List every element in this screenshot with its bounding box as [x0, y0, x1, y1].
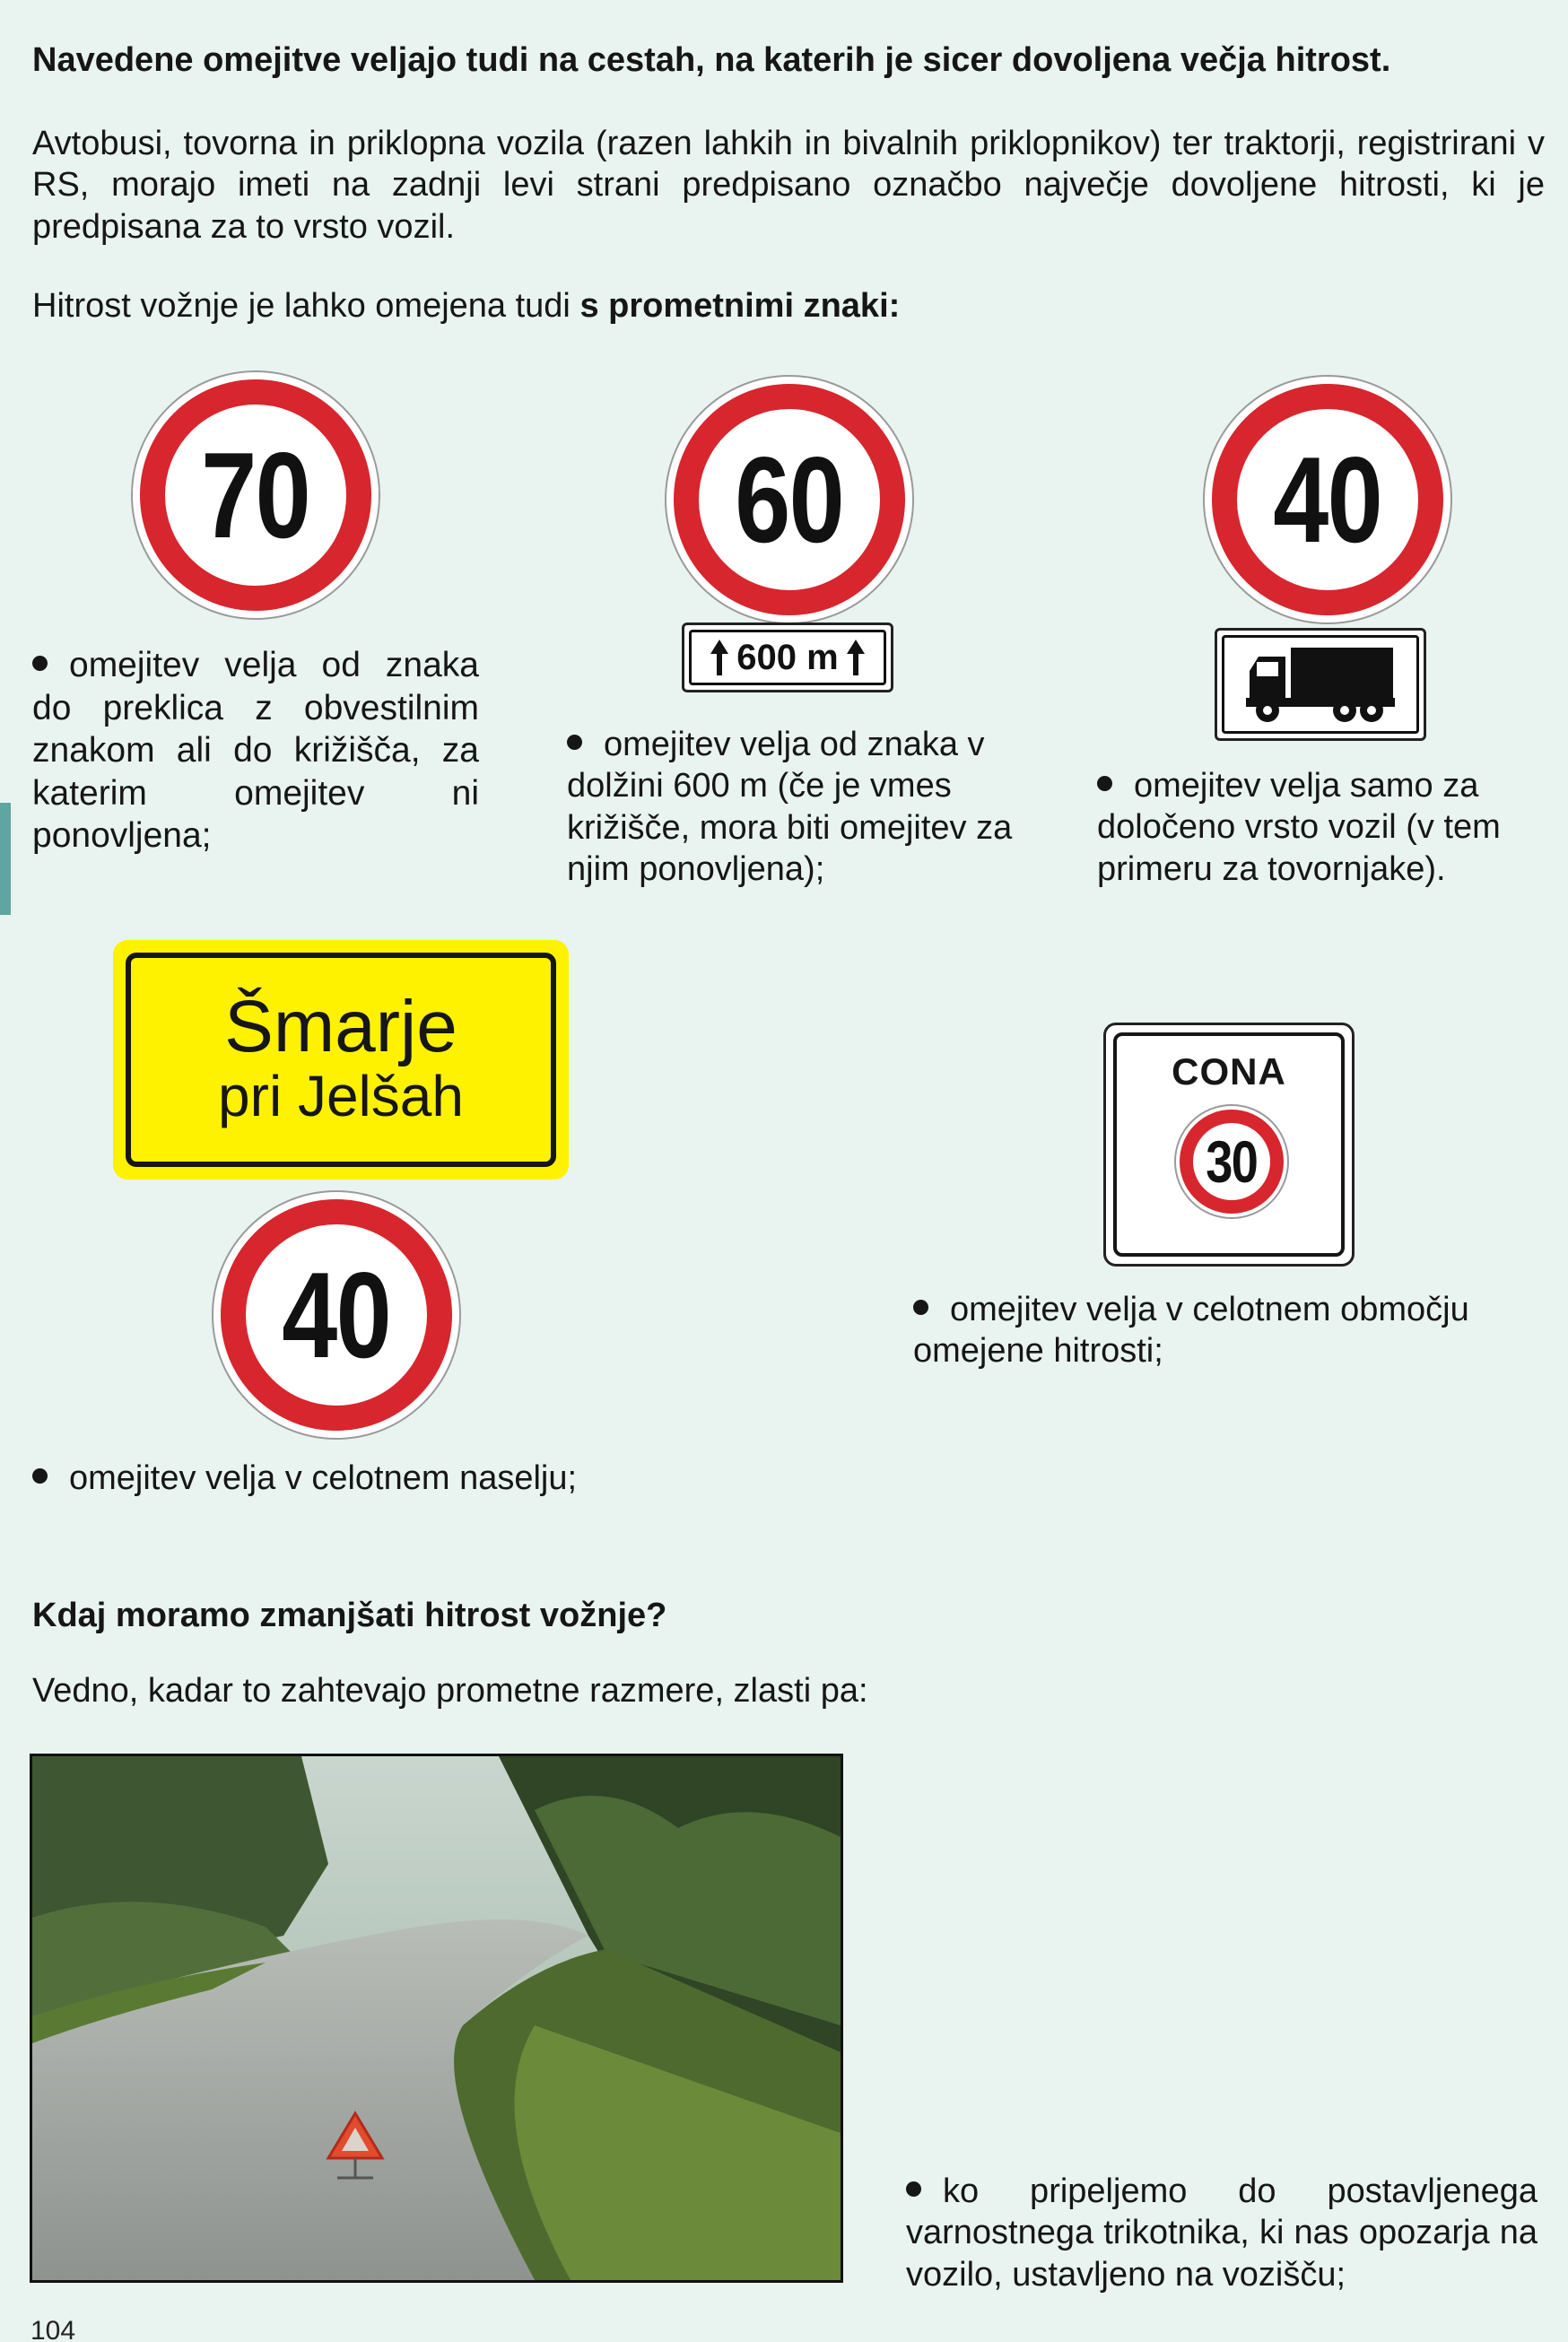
plate-content	[710, 638, 865, 678]
town-caption	[32, 1458, 750, 1499]
town-sign-border	[126, 953, 556, 1167]
signs-lead	[32, 285, 1109, 326]
distance-plate-600m	[682, 623, 893, 692]
photo-caption-text: ko pripeljemo do postavljenega varnostnega trikotnika, ki nas opozarja na vozilo, ustavljeno na vozišču;	[906, 2172, 1538, 2294]
sign-70-value: 70	[201, 427, 310, 563]
sign-60-caption-text: omejitev velja od znaka v dolžini 600 m (če je vmes križišče, mora biti omejitev za njim ponovljena);	[567, 726, 1013, 889]
sign-60-caption	[567, 724, 1033, 890]
bullet-icon	[32, 656, 48, 671]
speed-limit-40-town-sign	[212, 1190, 461, 1440]
zone-caption-text: omejitev velja v celotnem območju omejene hitrosti;	[913, 1291, 1469, 1371]
road-photo-illustration	[32, 1756, 841, 2280]
bullet-icon	[913, 1300, 928, 1315]
sign-70-caption	[32, 644, 479, 858]
page-number: 104	[30, 2316, 76, 2342]
sign-40-truck-caption	[1097, 765, 1544, 890]
speed-zone-sign	[1103, 1023, 1355, 1267]
signs-lead-bold: s prometnimi znaki:	[579, 287, 901, 325]
sign-red-ring	[674, 384, 905, 615]
zone-label: CONA	[1172, 1050, 1286, 1093]
sign-red-ring	[221, 1199, 452, 1431]
zone-caption	[913, 1289, 1541, 1372]
signs-lead-text: Hitrost vožnje je lahko omejena tudi	[32, 287, 580, 325]
section-heading: Kdaj moramo zmanjšati hitrost vožnje?	[32, 1597, 667, 1634]
arrow-up-icon	[710, 638, 729, 677]
intro-heading: Navedene omejitve veljajo tudi na cestah, na katerih je sicer dovoljena večja hitrost.	[32, 41, 1391, 79]
sign-red-ring	[1212, 384, 1443, 615]
sign-40-town-value: 40	[282, 1247, 391, 1383]
sign-red-ring	[1180, 1110, 1285, 1215]
sign-70-caption-text: omejitev velja od znaka do preklica z obvestilnim znakom ali do križišča, za katerim omejitev ni ponovljena;	[32, 646, 479, 856]
plate-distance-text: 600 m	[736, 637, 839, 677]
photo-caption	[906, 2171, 1538, 2295]
sign-60-value: 60	[735, 431, 844, 568]
sign-40-truck-caption-text: omejitev velja samo za določeno vrsto vozil (v tem primeru za tovornjake).	[1097, 767, 1501, 888]
town-name-line2: pri Jelšah	[218, 1063, 464, 1128]
arrow-up-icon	[846, 638, 866, 677]
speed-limit-30-sign	[1174, 1104, 1289, 1219]
sign-40-value: 40	[1273, 431, 1382, 568]
road-warning-triangle-photo	[30, 1754, 843, 2283]
town-name-sign	[113, 940, 569, 1180]
bullet-icon	[906, 2181, 921, 2197]
vehicle-type-plate	[1215, 628, 1426, 741]
bullet-icon	[1097, 776, 1112, 791]
sign-red-ring	[140, 379, 371, 611]
bullet-icon	[567, 735, 582, 750]
town-name-line1: Šmarje	[224, 985, 457, 1067]
sign-30-value: 30	[1206, 1128, 1258, 1195]
intro-paragraph: Avtobusi, tovorna in priklopna vozila (razen lahkih in bivalnih priklopnikov) ter traktorji, registrirani v RS, morajo imeti na zadnji levi strani predpisano označbo največje dovoljene hitrosti, ki je predpisana za to vrsto vozil.	[32, 125, 1545, 246]
speed-limit-70-sign	[131, 370, 380, 620]
speed-limit-40-sign	[1203, 375, 1452, 624]
section-lead: Vedno, kadar to zahtevajo prometne razmere, zlasti pa:	[32, 1672, 868, 1710]
truck-icon	[1244, 644, 1397, 725]
bullet-icon	[32, 1468, 48, 1484]
town-caption-text: omejitev velja v celotnem naselju;	[69, 1459, 578, 1497]
speed-limit-60-sign	[665, 375, 914, 624]
chapter-tab-marker	[0, 803, 11, 915]
